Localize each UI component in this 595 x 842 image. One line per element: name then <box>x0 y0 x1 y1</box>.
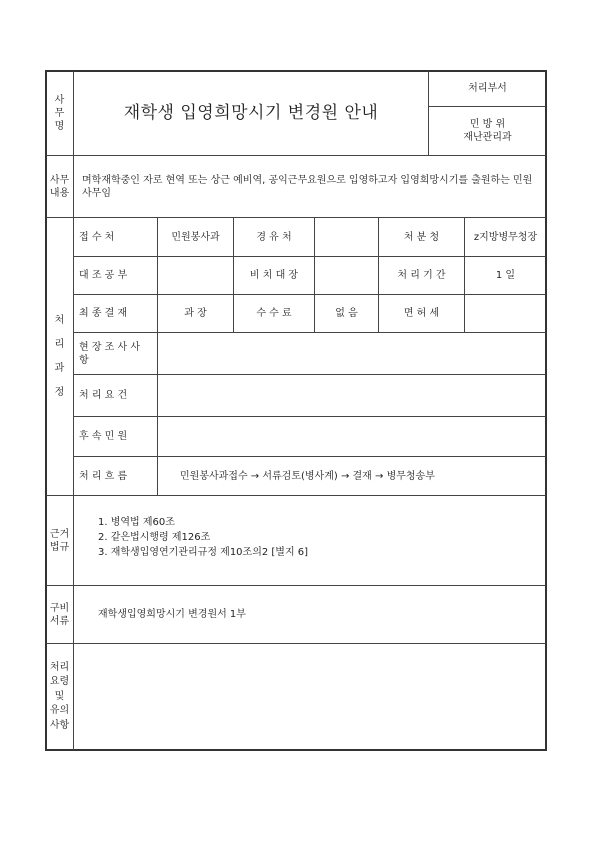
ledger-value <box>158 257 233 294</box>
site-survey-value <box>164 333 544 374</box>
documents-label: 구비 서류 <box>49 602 70 627</box>
via-value <box>315 218 378 256</box>
page-title: 재학생 입영희망시기 변경원 안내 <box>123 102 379 123</box>
dept-label: 처리부서 <box>468 83 507 94</box>
fee-value: 없 음 <box>335 308 358 319</box>
license-tax-label: 면 허 세 <box>403 308 440 319</box>
content-text: 며학재학중인 자로 현역 또는 상근 예비역, 공익근무요원으로 입영하고자 입영희망시기를 출원하는 민원사무임 <box>82 174 533 199</box>
legal-item: 2. 같은법시행령 제126조 <box>98 532 211 543</box>
requirements-value <box>164 375 544 416</box>
legal-label: 근거 법규 <box>49 528 70 553</box>
disposal-label: 처 분 청 <box>403 231 440 243</box>
legal-list <box>98 515 538 560</box>
rule-process-bottom <box>46 495 546 496</box>
reception-value: 민원봉사과 <box>171 231 220 243</box>
license-tax-value <box>465 295 546 332</box>
legal-item: 3. 재학생입영연기관리규정 제10조의2 [별지 6] <box>98 547 309 558</box>
follow-up-value <box>164 417 544 456</box>
rule-label-column <box>73 71 74 750</box>
final-approval-label: 최 종 결 재 <box>79 308 128 319</box>
via-label: 경 유 처 <box>256 231 292 243</box>
follow-up-label: 후 속 민 원 <box>79 431 128 442</box>
fee-label: 수 수 료 <box>256 308 292 319</box>
content-label: 사무 내용 <box>49 174 70 199</box>
legal-item: 1. 병역법 제60조 <box>98 517 175 528</box>
reception-label: 접 수 처 <box>79 231 115 243</box>
notes-label: 처리 요령 및 유의 사항 <box>49 661 70 731</box>
site-survey-label: 현 장 조 사 사 항 <box>79 341 141 366</box>
category-label: 사 무 명 <box>54 94 65 132</box>
period-value: 1 일 <box>495 270 516 281</box>
notes-text <box>82 644 540 750</box>
period-label: 처 리 기 간 <box>397 270 446 281</box>
register-label: 비 치 대 장 <box>249 270 299 281</box>
register-value <box>315 257 378 294</box>
flow-value: 민원봉사과접수 → 서류검토(병사계) → 결재 → 병무청송부 <box>180 470 435 482</box>
requirements-label: 처 리 요 건 <box>79 390 128 401</box>
documents-text: 재학생입영희망시기 변경원서 1부 <box>98 609 246 620</box>
ledger-label: 대 조 공 부 <box>79 270 128 281</box>
disposal-value: z지방병무청장 <box>473 231 538 243</box>
process-label: 처 리 과 정 <box>54 314 65 398</box>
flow-label: 처 리 흐 름 <box>79 470 128 482</box>
final-approval-value: 과 장 <box>184 308 207 319</box>
dept-value: 민 방 위 재난관리과 <box>463 119 512 143</box>
